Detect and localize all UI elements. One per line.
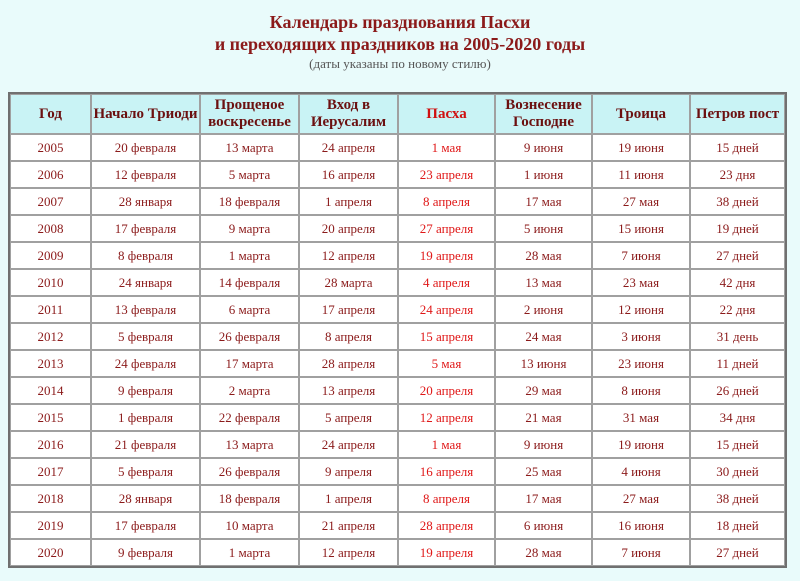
table-row [10, 134, 785, 161]
cell-trinity: 12 июня [592, 296, 690, 323]
cell-palm-sunday: 28 апреля [299, 350, 398, 377]
cell-year: 2020 [10, 539, 91, 566]
cell-ascension: 25 мая [495, 458, 592, 485]
cell-trinity: 3 июня [592, 323, 690, 350]
cell-ascension: 2 июня [495, 296, 592, 323]
cell-triodion-start: 5 февраля [91, 323, 200, 350]
cell-forgiveness-sunday: 18 февраля [200, 485, 299, 512]
cell-peters-fast: 19 дней [690, 215, 785, 242]
cell-triodion-start: 24 февраля [91, 350, 200, 377]
table-row [10, 431, 785, 458]
cell-forgiveness-sunday: 2 марта [200, 377, 299, 404]
cell-ascension: 13 мая [495, 269, 592, 296]
column-header-forgiveness-sunday: Прощеное воскресенье [200, 94, 299, 134]
cell-peters-fast: 15 дней [690, 134, 785, 161]
cell-trinity: 4 июня [592, 458, 690, 485]
cell-palm-sunday: 24 апреля [299, 134, 398, 161]
cell-triodion-start: 17 февраля [91, 512, 200, 539]
cell-peters-fast: 26 дней [690, 377, 785, 404]
cell-ascension: 28 мая [495, 539, 592, 566]
cell-palm-sunday: 28 марта [299, 269, 398, 296]
cell-year: 2008 [10, 215, 91, 242]
cell-ascension: 21 мая [495, 404, 592, 431]
cell-easter: 16 апреля [398, 458, 495, 485]
table-row [10, 323, 785, 350]
cell-palm-sunday: 1 апреля [299, 485, 398, 512]
table-row [10, 404, 785, 431]
cell-triodion-start: 20 февраля [91, 134, 200, 161]
table-row [10, 188, 785, 215]
table-row [10, 215, 785, 242]
table-body [10, 134, 785, 566]
cell-year: 2013 [10, 350, 91, 377]
cell-trinity: 23 июня [592, 350, 690, 377]
cell-easter: 24 апреля [398, 296, 495, 323]
cell-forgiveness-sunday: 13 марта [200, 431, 299, 458]
column-header-trinity: Троица [592, 94, 690, 134]
cell-easter: 15 апреля [398, 323, 495, 350]
cell-peters-fast: 30 дней [690, 458, 785, 485]
table-row [10, 539, 785, 566]
cell-peters-fast: 38 дней [690, 188, 785, 215]
cell-year: 2018 [10, 485, 91, 512]
cell-peters-fast: 23 дня [690, 161, 785, 188]
cell-peters-fast: 18 дней [690, 512, 785, 539]
cell-easter: 8 апреля [398, 485, 495, 512]
cell-easter: 8 апреля [398, 188, 495, 215]
cell-ascension: 5 июня [495, 215, 592, 242]
cell-ascension: 9 июня [495, 134, 592, 161]
cell-year: 2019 [10, 512, 91, 539]
cell-forgiveness-sunday: 14 февраля [200, 269, 299, 296]
cell-triodion-start: 1 февраля [91, 404, 200, 431]
cell-palm-sunday: 12 апреля [299, 242, 398, 269]
cell-ascension: 17 мая [495, 188, 592, 215]
cell-triodion-start: 13 февраля [91, 296, 200, 323]
cell-ascension: 1 июня [495, 161, 592, 188]
cell-forgiveness-sunday: 22 февраля [200, 404, 299, 431]
easter-calendar-table [8, 92, 787, 568]
cell-forgiveness-sunday: 1 марта [200, 539, 299, 566]
cell-triodion-start: 28 января [91, 188, 200, 215]
cell-trinity: 27 мая [592, 188, 690, 215]
column-header-palm-sunday: Вход в Иерусалим [299, 94, 398, 134]
cell-triodion-start: 9 февраля [91, 377, 200, 404]
cell-year: 2010 [10, 269, 91, 296]
cell-easter: 1 мая [398, 431, 495, 458]
column-header-year: Год [10, 94, 91, 134]
cell-forgiveness-sunday: 5 марта [200, 161, 299, 188]
cell-ascension: 13 июня [495, 350, 592, 377]
cell-peters-fast: 34 дня [690, 404, 785, 431]
cell-easter: 19 апреля [398, 242, 495, 269]
column-header-easter: Пасха [398, 94, 495, 134]
cell-forgiveness-sunday: 18 февраля [200, 188, 299, 215]
cell-trinity: 19 июня [592, 431, 690, 458]
table-row [10, 296, 785, 323]
page-title: Календарь празднования Пасхи [269, 12, 531, 32]
cell-triodion-start: 17 февраля [91, 215, 200, 242]
cell-palm-sunday: 8 апреля [299, 323, 398, 350]
column-header-ascension: Вознесение Господне [495, 94, 592, 134]
cell-ascension: 28 мая [495, 242, 592, 269]
table-row [10, 161, 785, 188]
cell-easter: 28 апреля [398, 512, 495, 539]
cell-ascension: 29 мая [495, 377, 592, 404]
cell-trinity: 7 июня [592, 539, 690, 566]
cell-ascension: 6 июня [495, 512, 592, 539]
cell-trinity: 31 мая [592, 404, 690, 431]
cell-forgiveness-sunday: 6 марта [200, 296, 299, 323]
cell-year: 2014 [10, 377, 91, 404]
cell-easter: 5 мая [398, 350, 495, 377]
cell-peters-fast: 15 дней [690, 431, 785, 458]
page-title-line2: и переходящих праздников на 2005-2020 годы [214, 34, 586, 54]
cell-trinity: 7 июня [592, 242, 690, 269]
cell-year: 2016 [10, 431, 91, 458]
cell-palm-sunday: 21 апреля [299, 512, 398, 539]
cell-triodion-start: 8 февраля [91, 242, 200, 269]
cell-easter: 1 мая [398, 134, 495, 161]
cell-palm-sunday: 12 апреля [299, 539, 398, 566]
cell-triodion-start: 28 января [91, 485, 200, 512]
table-row [10, 350, 785, 377]
cell-peters-fast: 31 день [690, 323, 785, 350]
cell-triodion-start: 9 февраля [91, 539, 200, 566]
cell-forgiveness-sunday: 13 марта [200, 134, 299, 161]
cell-triodion-start: 24 января [91, 269, 200, 296]
cell-year: 2012 [10, 323, 91, 350]
cell-forgiveness-sunday: 10 марта [200, 512, 299, 539]
cell-forgiveness-sunday: 17 марта [200, 350, 299, 377]
cell-trinity: 19 июня [592, 134, 690, 161]
cell-year: 2007 [10, 188, 91, 215]
cell-ascension: 24 мая [495, 323, 592, 350]
cell-forgiveness-sunday: 26 февраля [200, 323, 299, 350]
cell-peters-fast: 27 дней [690, 242, 785, 269]
cell-triodion-start: 21 февраля [91, 431, 200, 458]
table-row [10, 458, 785, 485]
cell-year: 2006 [10, 161, 91, 188]
cell-easter: 20 апреля [398, 377, 495, 404]
cell-year: 2011 [10, 296, 91, 323]
cell-year: 2015 [10, 404, 91, 431]
cell-peters-fast: 42 дня [690, 269, 785, 296]
cell-palm-sunday: 9 апреля [299, 458, 398, 485]
cell-peters-fast: 27 дней [690, 539, 785, 566]
table-row [10, 269, 785, 296]
page-subtitle: (даты указаны по новому стилю) [309, 56, 491, 71]
cell-trinity: 11 июня [592, 161, 690, 188]
cell-easter: 4 апреля [398, 269, 495, 296]
cell-trinity: 15 июня [592, 215, 690, 242]
cell-easter: 12 апреля [398, 404, 495, 431]
table-header-row [10, 94, 785, 134]
cell-palm-sunday: 13 апреля [299, 377, 398, 404]
cell-trinity: 16 июня [592, 512, 690, 539]
cell-ascension: 9 июня [495, 431, 592, 458]
table-row [10, 377, 785, 404]
cell-easter: 19 апреля [398, 539, 495, 566]
cell-ascension: 17 мая [495, 485, 592, 512]
cell-trinity: 27 мая [592, 485, 690, 512]
table-row [10, 512, 785, 539]
cell-palm-sunday: 16 апреля [299, 161, 398, 188]
cell-trinity: 8 июня [592, 377, 690, 404]
cell-year: 2005 [10, 134, 91, 161]
cell-year: 2017 [10, 458, 91, 485]
cell-forgiveness-sunday: 1 марта [200, 242, 299, 269]
cell-triodion-start: 12 февраля [91, 161, 200, 188]
cell-peters-fast: 11 дней [690, 350, 785, 377]
cell-palm-sunday: 17 апреля [299, 296, 398, 323]
column-header-peters-fast: Петров пост [690, 94, 785, 134]
cell-forgiveness-sunday: 9 марта [200, 215, 299, 242]
cell-peters-fast: 38 дней [690, 485, 785, 512]
cell-palm-sunday: 20 апреля [299, 215, 398, 242]
cell-easter: 27 апреля [398, 215, 495, 242]
cell-palm-sunday: 1 апреля [299, 188, 398, 215]
cell-trinity: 23 мая [592, 269, 690, 296]
cell-palm-sunday: 5 апреля [299, 404, 398, 431]
cell-forgiveness-sunday: 26 февраля [200, 458, 299, 485]
cell-easter: 23 апреля [398, 161, 495, 188]
table-row [10, 242, 785, 269]
cell-triodion-start: 5 февраля [91, 458, 200, 485]
table-row [10, 485, 785, 512]
cell-peters-fast: 22 дня [690, 296, 785, 323]
cell-palm-sunday: 24 апреля [299, 431, 398, 458]
column-header-triodion-start: Начало Триоди [91, 94, 200, 134]
cell-year: 2009 [10, 242, 91, 269]
